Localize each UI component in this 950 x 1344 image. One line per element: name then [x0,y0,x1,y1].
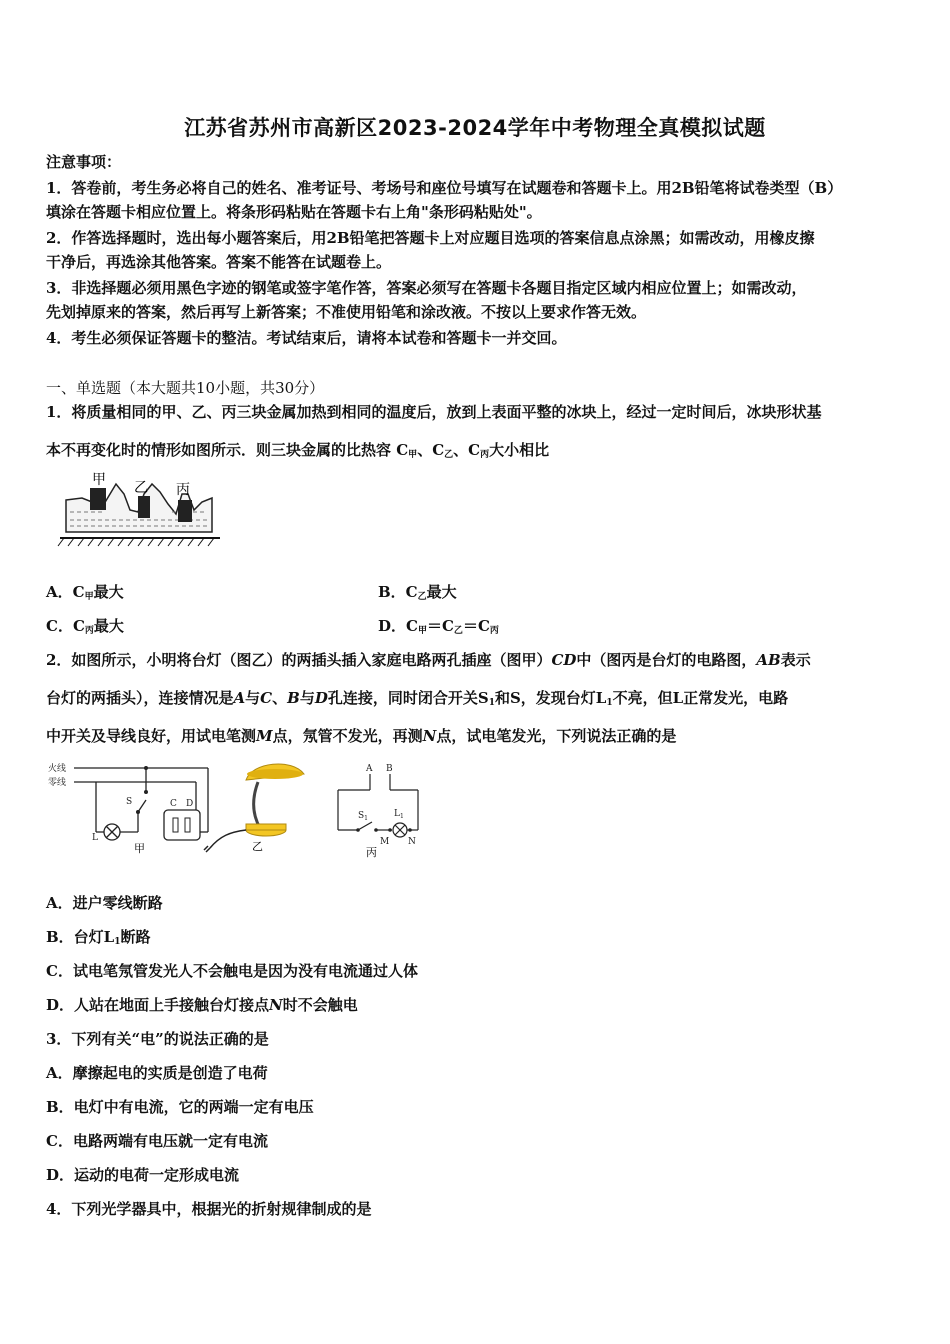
q2-option-c[interactable]: C．试电笔氖管发光人不会触电是因为没有电流通过人体 [46,962,418,980]
fig-label-yi: 乙 [134,480,148,496]
q1-ice-figure [52,470,227,560]
notice-heading: 注意事项： [46,153,122,171]
q1-option-c[interactable]: C．$C_丙$最大 [46,617,124,636]
q2-circuit-figure-bing [330,760,430,860]
q2-circuit-figure-jia [46,758,216,856]
label-zero-wire: 零线 [48,778,67,788]
notice-line: 4．考生必须保证答题卡的整洁。考试结束后，请将本试卷和答题卡一并交回。 [46,329,567,347]
q2-option-a[interactable]: A．进户零线断路 [46,894,163,912]
notice-line: 干净后，再选涂其他答案。答案不能答在试题卷上。 [46,253,392,271]
label-A: A [366,764,373,774]
label-jia: 甲 [134,842,145,855]
q2-option-b[interactable]: B．台灯$L_1$断路 [46,928,151,947]
q3-option-d[interactable]: D．运动的电荷一定形成电流 [46,1166,240,1184]
label-M: M [380,837,390,847]
label-D: D [186,799,194,809]
label-L: L [92,833,98,843]
q4-stem: 4．下列光学器具中，根据光的折射规律制成的是 [46,1200,372,1218]
label-S1: $S_1$ [358,811,368,822]
label-yi: 乙 [252,840,263,853]
section-heading: 一、单选题（本大题共10小题，共30分） [46,379,325,397]
q2-stem-line3: 中开关及导线良好，用试电笔测M点，氖管不发光，再测N点，试电笔发光，下列说法正确的是 [46,727,677,745]
q1-option-d[interactable]: D．$C_甲=C_乙=C_丙$ [378,617,499,636]
q2-option-d[interactable]: D．人站在地面上手接触台灯接点N时不会触电 [46,996,358,1014]
q3-stem: 3．下列有关“电”的说法正确的是 [46,1030,269,1048]
q2-stem-line1: 2．如图所示，小明将台灯（图乙）的两插头插入家庭电路两孔插座（图甲）CD中（图丙是台灯的电路图，AB表示 [46,651,811,669]
fig-label-bing: 丙 [176,482,190,498]
label-bing: 丙 [366,846,377,859]
q1-option-a[interactable]: A．$C_甲$最大 [46,583,124,602]
q2-lamp-figure-yi [200,758,320,856]
label-C: C [170,799,177,809]
q3-option-a[interactable]: A．摩擦起电的实质是创造了电荷 [46,1064,268,1082]
label-B: B [386,764,393,774]
label-fire-wire: 火线 [48,764,67,774]
label-L1: $L_1$ [394,809,404,820]
page-title: 江苏省苏州市高新区2023-2024学年中考物理全真模拟试题 [184,116,766,140]
q2-stem-line2: 台灯的两插头），连接情况是A与C、B与D孔连接，同时闭合开关$S_1$和S，发现台灯$L_1$不亮，但L正常发光，电路 [46,689,789,708]
notice-line: 3．非选择题必须用黑色字迹的钢笔或签字笔作答，答案必须写在答题卡各题目指定区域内相应位置上；如需改动， [46,279,807,297]
q1-stem-line2: 本不再变化时的情形如图所示．则三块金属的比热容 $C_甲$、$C_乙$、$C_丙$大小相比 [46,441,550,460]
q1-option-b[interactable]: B．$C_乙$最大 [378,583,457,602]
notice-line: 1．答卷前，考生务必将自己的姓名、准考证号、考场号和座位号填写在试题卷和答题卡上。用2B铅笔将试卷类型（B） [46,179,843,197]
notice-line: 填涂在答题卡相应位置上。将条形码粘贴在答题卡右上角"条形码粘贴处"。 [46,203,542,221]
q3-option-b[interactable]: B．电灯中有电流，它的两端一定有电压 [46,1098,314,1116]
q3-option-c[interactable]: C．电路两端有电压就一定有电流 [46,1132,268,1150]
notice-line: 先划掉原来的答案，然后再写上新答案；不准使用铅笔和涂改液。不按以上要求作答无效。 [46,303,647,321]
q1-stem-line1: 1．将质量相同的甲、乙、丙三块金属加热到相同的温度后，放到上表面平整的冰块上，经过一定时间后，冰块形状基 [46,403,822,421]
fig-label-jia: 甲 [92,472,106,488]
notice-line: 2．作答选择题时，选出每小题答案后，用2B铅笔把答题卡上对应题目选项的答案信息点涂黑；如需改动，用橡皮擦 [46,229,815,247]
label-S: S [126,797,133,807]
label-N: N [408,837,416,847]
